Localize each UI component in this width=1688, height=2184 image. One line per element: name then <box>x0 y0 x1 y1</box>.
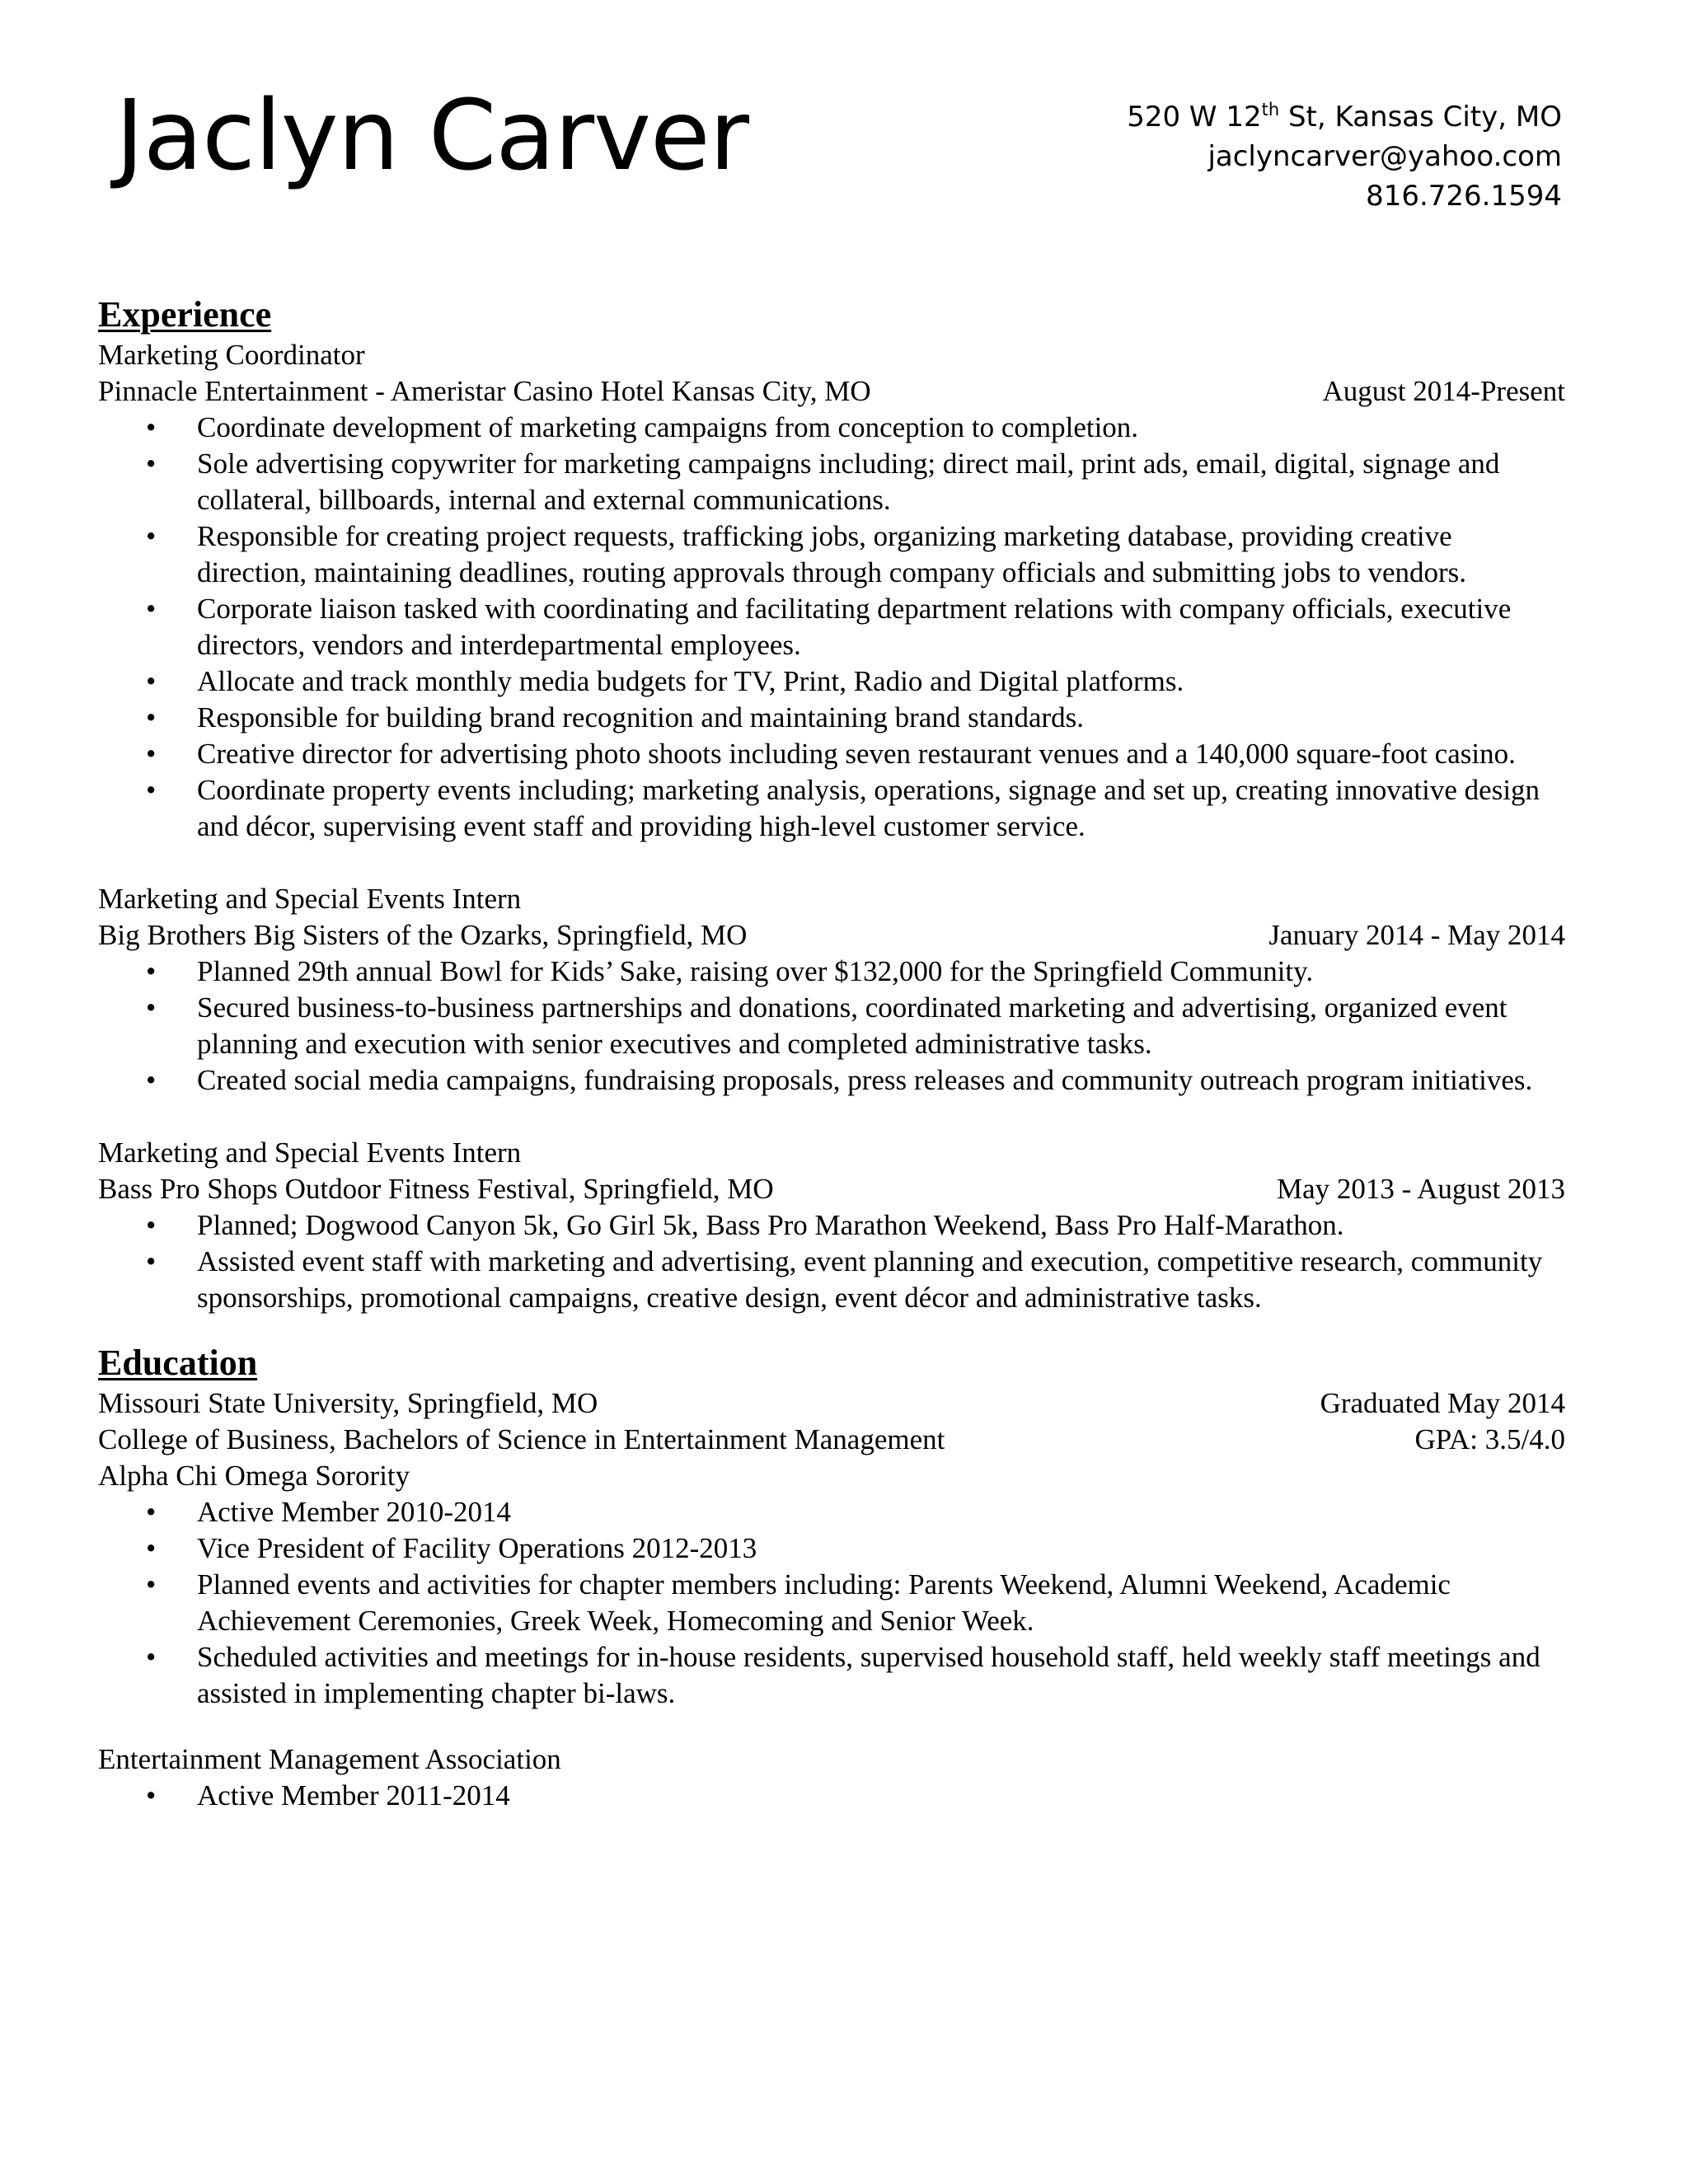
job-role: Marketing and Special Events Intern <box>98 883 522 915</box>
bullet-item: • Assisted event staff with marketing and advertising, event planning and execution, competitive research, community sponsorships, promotional campaigns, creative design, event décor and administrative tasks. <box>98 1244 1565 1316</box>
school-row <box>98 1385 1565 1422</box>
bullet-item: • Creative director for advertising photo shoots including seven restaurant venues and a 140,000 square-foot casino. <box>98 736 1565 772</box>
school-name: Missouri State University, Springfield, MO <box>98 1387 598 1419</box>
contact-block <box>1127 97 1562 216</box>
bullet-item: • Corporate liaison tasked with coordinating and facilitating department relations with company officials, executive directors, vendors and interdepartmental employees. <box>98 591 1565 663</box>
address-street: 520 W 12 <box>1127 101 1262 134</box>
bullet-item: • Coordinate development of marketing campaigns from conception to completion. <box>98 410 1565 446</box>
bullet-item: • Active Member 2010-2014 <box>98 1494 1565 1530</box>
job-org: Bass Pro Shops Outdoor Fitness Festival, Springfield, MO <box>98 1173 774 1205</box>
bullet-item: • Vice President of Facility Operations 2012-2013 <box>98 1530 1565 1567</box>
bullet-item: • Sole advertising copywriter for marketing campaigns including; direct mail, print ads, email, digital, signage and collateral, billboards, internal and external communications. <box>98 446 1565 518</box>
bullet-item: • Scheduled activities and meetings for in-house residents, supervised household staff, held weekly staff meetings and assisted in implementing chapter bi-laws. <box>98 1639 1565 1712</box>
bullet-item: • Created social media campaigns, fundraising proposals, press releases and community outreach program initiatives. <box>98 1062 1565 1099</box>
job-role: Marketing and Special Events Intern <box>98 1137 522 1169</box>
bullet-item: • Allocate and track monthly media budgets for TV, Print, Radio and Digital platforms. <box>98 663 1565 700</box>
bullet-item: • Planned 29th annual Bowl for Kids’ Sake, raising over $132,000 for the Springfield Community. <box>98 954 1565 990</box>
association-bullets <box>98 1778 1565 1814</box>
bullet-item: • Planned; Dogwood Canyon 5k, Go Girl 5k, Bass Pro Marathon Weekend, Bass Pro Half-Marathon. <box>98 1207 1565 1244</box>
job-dates: May 2013 - August 2013 <box>1277 1173 1565 1205</box>
job-entry <box>98 337 1565 845</box>
job-org-row <box>98 373 1565 410</box>
experience-heading: Experience <box>98 294 272 335</box>
bullet-item: • Responsible for creating project requests, trafficking jobs, organizing marketing database, providing creative direction, maintaining deadlines, routing approvals through company officials and submitting jobs to vendors. <box>98 518 1565 591</box>
job-entry <box>98 1135 1565 1316</box>
job-org-row <box>98 917 1565 954</box>
job-org-row <box>98 1171 1565 1207</box>
phone: 816.726.1594 <box>1366 180 1562 213</box>
job-bullets <box>98 954 1565 1099</box>
sorority-name: Alpha Chi Omega Sorority <box>98 1460 410 1492</box>
job-org: Big Brothers Big Sisters of the Ozarks, Springfield, MO <box>98 919 748 951</box>
gpa: GPA: 3.5/4.0 <box>1414 1423 1565 1455</box>
bullet-item: • Secured business-to-business partnerships and donations, coordinated marketing and advertising, organized event planning and execution with senior executives and completed administrative tasks. <box>98 990 1565 1062</box>
bullet-item: • Active Member 2011-2014 <box>98 1778 1565 1814</box>
association-name: Entertainment Management Association <box>98 1743 561 1775</box>
job-bullets <box>98 410 1565 845</box>
job-role: Marketing Coordinator <box>98 339 365 371</box>
bullet-item: • Responsible for building brand recognition and maintaining brand standards. <box>98 700 1565 736</box>
sorority-bullets <box>98 1494 1565 1712</box>
job-bullets <box>98 1207 1565 1316</box>
job-dates: January 2014 - May 2014 <box>1268 919 1565 951</box>
email: jaclyncarver@yahoo.com <box>1207 140 1562 173</box>
address <box>1127 97 1562 137</box>
job-dates: August 2014-Present <box>1322 375 1565 407</box>
job-entry <box>98 881 1565 1099</box>
degree: College of Business, Bachelors of Science in Entertainment Management <box>98 1423 945 1455</box>
spacer <box>98 845 1565 881</box>
address-ordinal: th <box>1261 100 1280 120</box>
bullet-item: • Planned events and activities for chapter members including: Parents Weekend, Alumni Weekend, Academic Achievement Ceremonies, Greek Week, Homecoming and Senior Week. <box>98 1567 1565 1639</box>
spacer <box>98 1712 1565 1741</box>
job-org: Pinnacle Entertainment - Ameristar Casino Hotel Kansas City, MO <box>98 375 871 407</box>
candidate-name: Jaclyn Carver <box>115 78 749 192</box>
degree-row <box>98 1422 1565 1458</box>
spacer <box>98 1099 1565 1135</box>
bullet-item: • Coordinate property events including; marketing analysis, operations, signage and set up, creating innovative design and décor, supervising event staff and providing high-level customer service. <box>98 772 1565 845</box>
address-city: St, Kansas City, MO <box>1279 101 1562 134</box>
graduation-date: Graduated May 2014 <box>1320 1387 1565 1419</box>
resume-body <box>98 293 1565 1814</box>
education-heading: Education <box>98 1343 258 1383</box>
education-entry <box>98 1385 1565 1814</box>
